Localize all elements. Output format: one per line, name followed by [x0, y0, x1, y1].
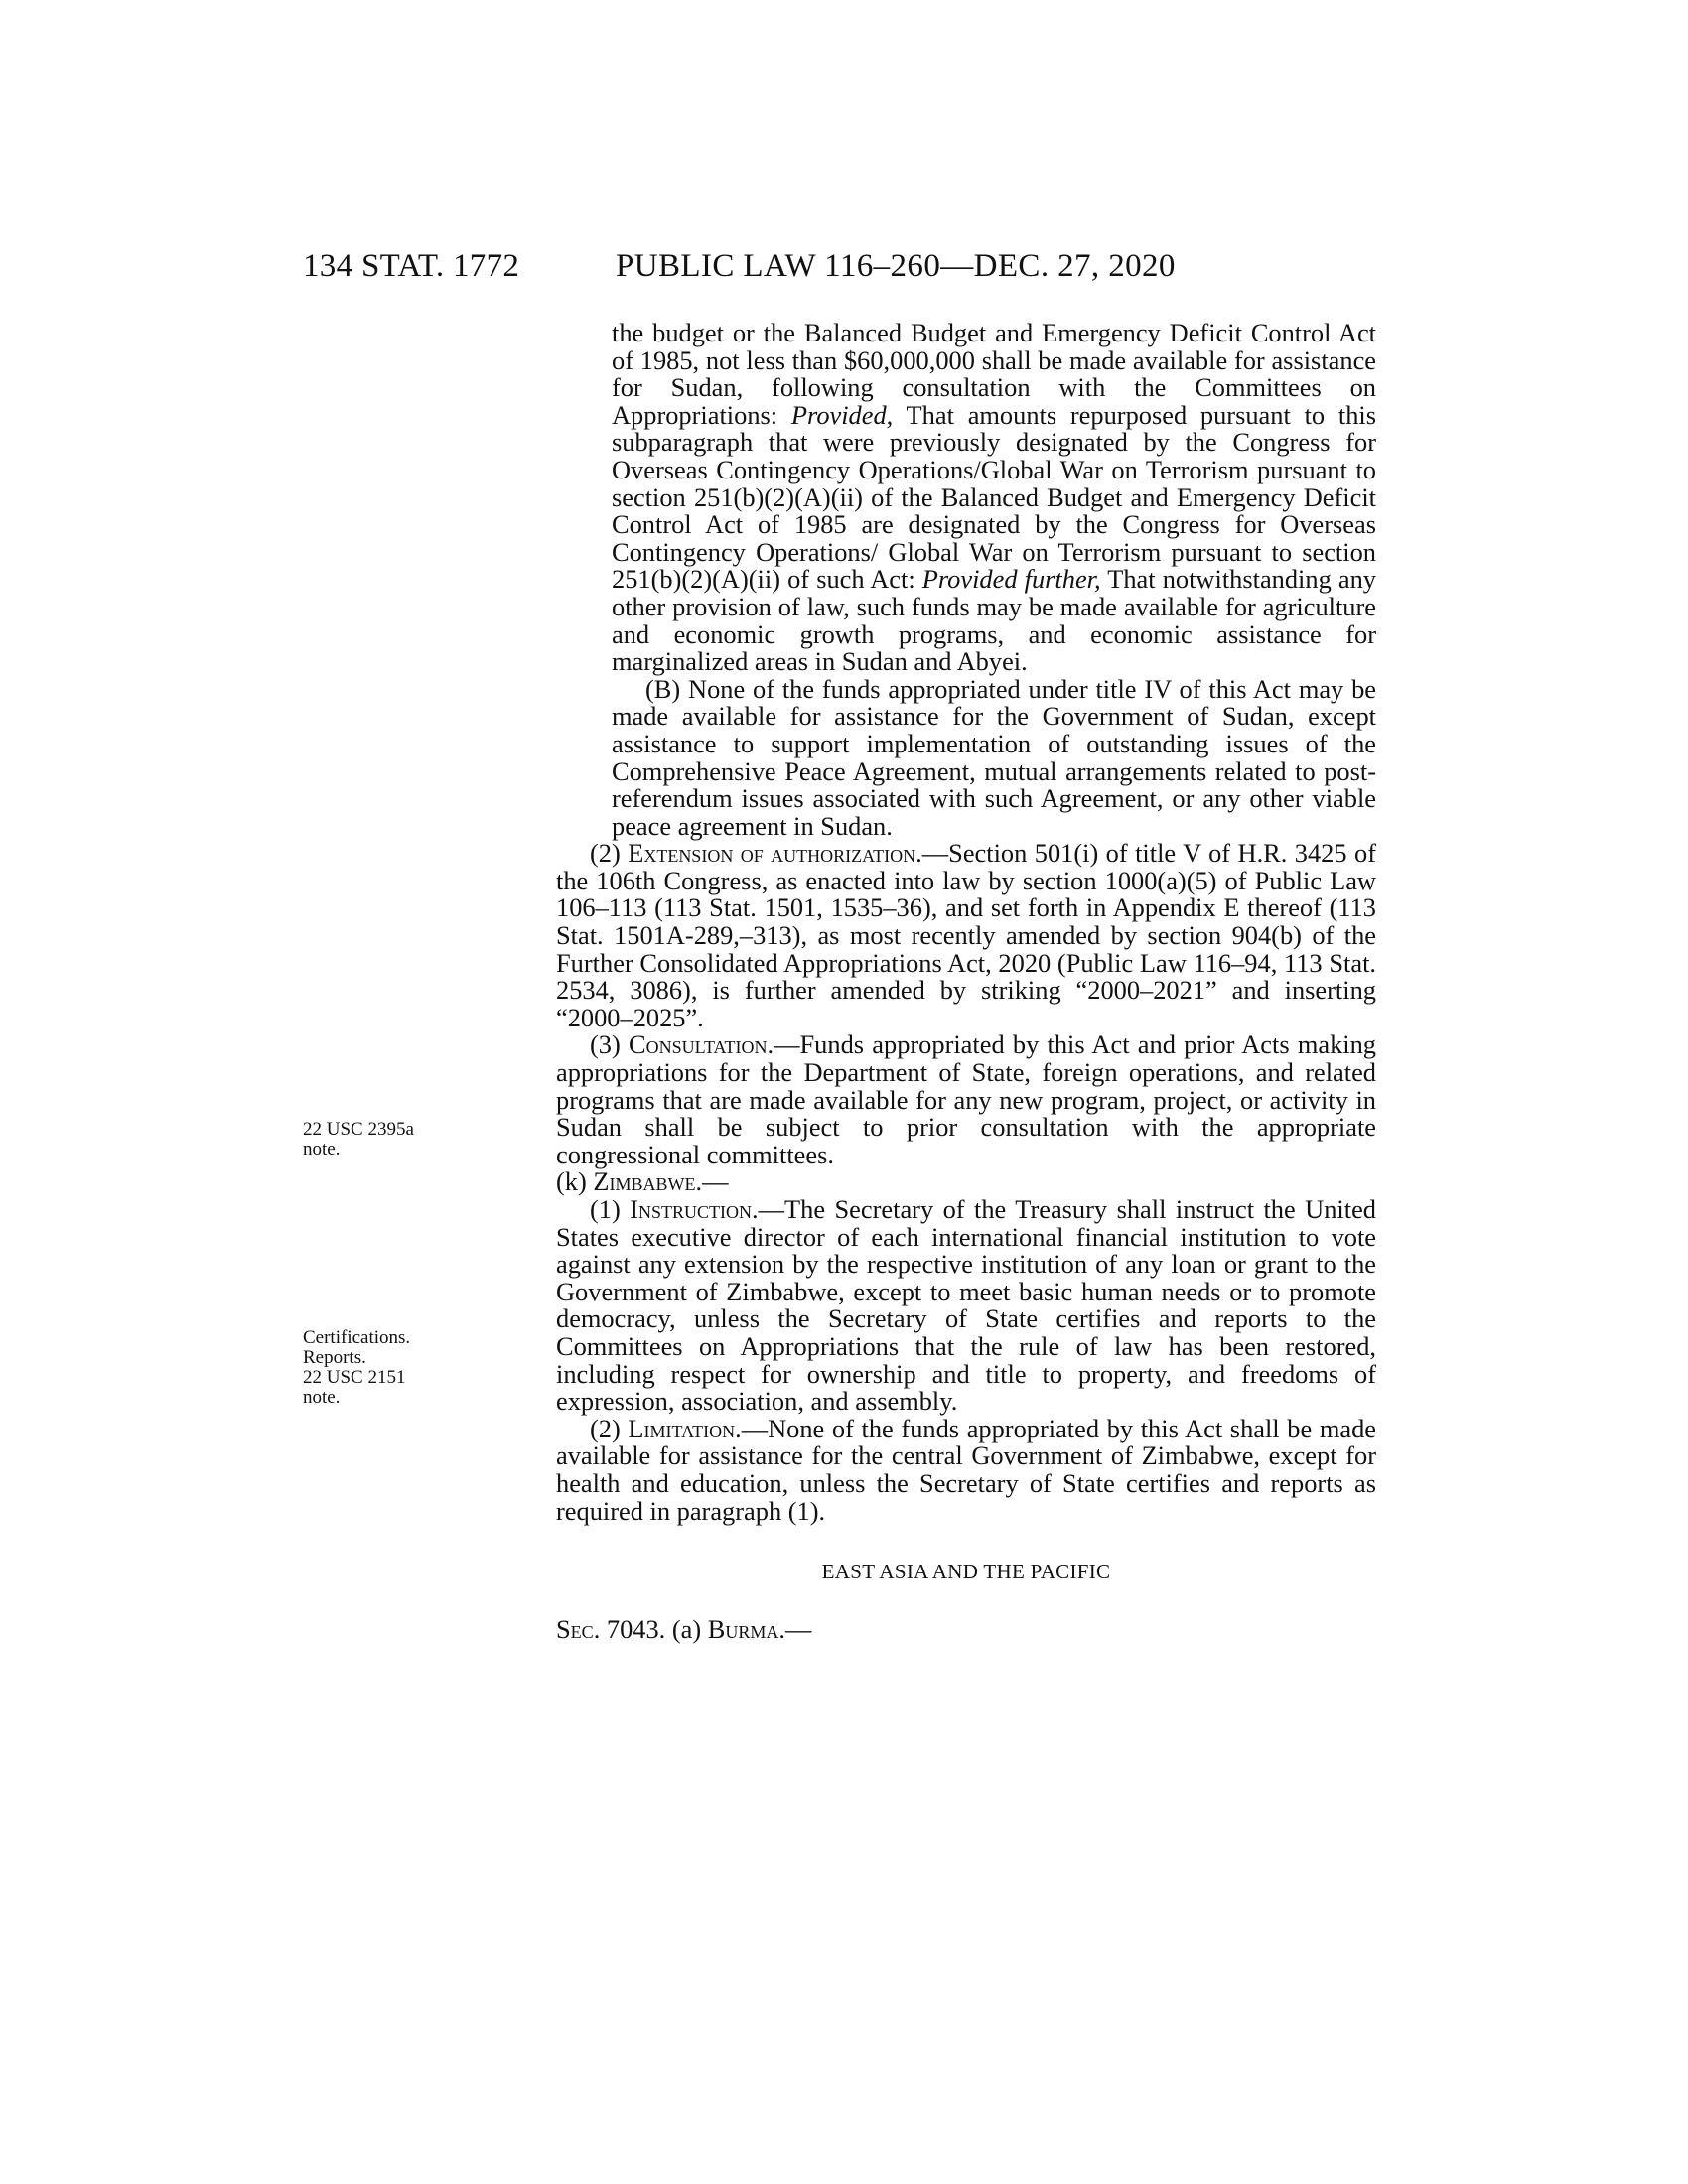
- text-span: (B) None of the funds appropriated under title IV of this Act may be made available for assistance for the Government of Sudan, except assistance to support implementation of outstanding issues of the Comprehensive Peace Agreement, mutual arrangements related to post-referendum issues associated with such Agreement, or any other viable peace agreement in Sudan.: [612, 673, 1376, 841]
- paragraph-heading: Instruction: [630, 1194, 753, 1224]
- paragraph-heading: Consultation: [629, 1029, 768, 1060]
- proviso-italic: Provided,: [790, 399, 894, 430]
- paragraph-heading: Limitation: [628, 1413, 736, 1443]
- text-span: . 7043. (a): [593, 1613, 708, 1644]
- margin-note-line: note.: [303, 1139, 341, 1160]
- paragraph-number: (k): [556, 1166, 594, 1197]
- proviso-italic: Provided further,: [921, 564, 1101, 595]
- text-span: .—The Secretary of the Treasury shall instruct the United States executive director of each international financial institution to vote against any extension by the respective institution of any loan or grant to the Government of Zimbabwe, except to meet basic human needs or to promote democracy, unless the Secretary of State certifies and reports to the Committees on Appropriations that the rule of law has been restored, including respect for ownership and title to property, and freedoms of expression, association, and assembly.: [556, 1194, 1377, 1417]
- text-span: .—: [778, 1613, 812, 1644]
- text-span: That notwithstanding any other provision of law, such funds may be made available for agriculture and economic growth programs, and economic assistance for marginalized areas in Sudan and Abyei.: [612, 564, 1376, 677]
- margin-note-line: Reports.: [303, 1347, 366, 1368]
- subsection-zimbabwe: [556, 1168, 1376, 1196]
- paragraph-extension-of-authorization: [556, 840, 1376, 1031]
- text-span: .—: [695, 1166, 729, 1197]
- margin-note-line: note.: [303, 1387, 341, 1408]
- section-7043-heading: [556, 1613, 1376, 1644]
- paragraph-heading: Zimbabwe: [593, 1166, 696, 1197]
- paragraph-b-none-of-funds: [556, 673, 1376, 841]
- paragraph-number: (2): [590, 838, 629, 869]
- margin-note-certifications: [303, 1328, 452, 1408]
- paragraph-number: (1): [590, 1194, 631, 1224]
- margin-note-line: 22 USC 2151: [303, 1367, 406, 1388]
- paragraph-consultation: [556, 1031, 1376, 1168]
- paragraph-limitation: [556, 1413, 1376, 1526]
- page-title: PUBLIC LAW 116–260—DEC. 27, 2020: [616, 248, 1176, 284]
- text-span: .—Section 501(i) of title V of H.R. 3425 of the 106th Congress, as enacted into law by section 1000(a)(5) of Public Law 106–113 (113 Stat. 1501, 1535–36), and set forth in Appendix E thereof (113 Stat. 1501A-289,–313), as most recently amended by section 904(b) of the Further Consolidated Appropriations Act, 2020 (Public Law 116–94, 113 Stat. 2534, 3086), is further amended by striking “2000–2021” and inserting “2000–2025”.: [556, 838, 1376, 1032]
- paragraph-instruction: [556, 1196, 1376, 1416]
- page-stat-reference: 134 STAT. 1772: [303, 248, 520, 284]
- paragraph-number: (2): [590, 1413, 629, 1443]
- section-heading-east-asia: EAST ASIA AND THE PACIFIC: [821, 1560, 1111, 1584]
- paragraph-number: (3): [590, 1029, 630, 1060]
- paragraph-sudan-funds: [556, 320, 1376, 676]
- paragraph-heading: Extension of authorization: [628, 838, 916, 869]
- margin-note-usc-2395a: [303, 1120, 452, 1160]
- text-span: That amounts repurposed pursuant to this subparagraph that were previously designated by the Congress for Overseas Contingency Operations/Global War on Terrorism pursuant to section 251(b)(2)(A)(ii) of the Balanced Budget and Emergency Deficit Control Act of 1985 are designated by the Congress for Overseas Contingency Operations/ Global War on Terrorism pursuant to section 251(b)(2)(A)(ii) of such Act:: [612, 399, 1377, 595]
- subsection-heading: Burma: [707, 1613, 779, 1644]
- text-span: the budget or the Balanced Budget and Emergency Deficit Control Act of 1985, not less than $60,000,000 shall be made available for assistance for Sudan, following consultation with the Committees on Appropriations:: [612, 318, 1376, 430]
- section-label: Sec: [556, 1613, 594, 1644]
- text-span: .—None of the funds appropriated by this Act shall be made available for assistance for the central Government of Zimbabwe, except for health and education, unless the Secretary of State certifies and reports as required in paragraph (1).: [556, 1413, 1376, 1526]
- margin-note-line: Certifications.: [303, 1327, 411, 1348]
- text-span: .—Funds appropriated by this Act and prior Acts making appropriations for the Department of State, foreign operations, and related programs that are made available for any new program, project, or activity in Sudan shall be subject to prior consultation with the appropriate congressional committees.: [556, 1029, 1376, 1169]
- document-body: [556, 320, 1376, 1643]
- margin-note-line: 22 USC 2395a: [303, 1119, 414, 1140]
